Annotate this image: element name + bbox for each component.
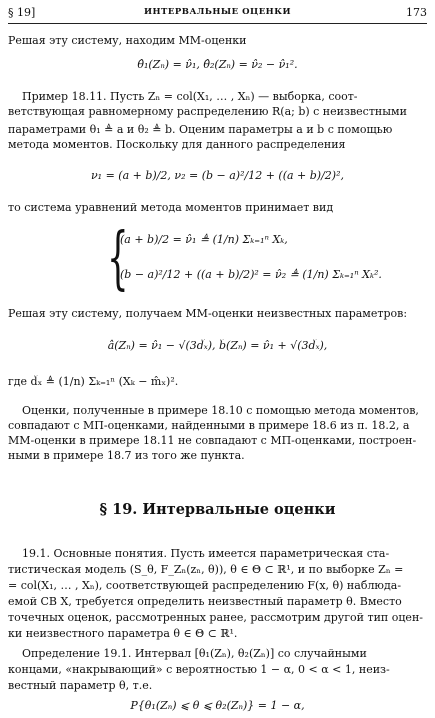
subsection-19-1-line: 19.1. Основные понятия. Пусть имеется параметрическая ста-	[22, 547, 390, 560]
text-line: где d̂ₓ ≜ (1/n) Σₖ₌₁ⁿ (Xₖ − m̂ₓ)².	[8, 375, 179, 388]
example-18-11-line: Пример 18.11. Пусть Zₙ = col(X₁, … , Xₙ) — выборка, соот-	[22, 90, 358, 103]
text-line: параметрами θ₁ ≜ a и θ₂ ≜ b. Оценим параметры a и b с помощью	[8, 123, 393, 136]
text-line: то система уравнений метода моментов принимает вид	[8, 201, 334, 214]
running-header	[8, 3, 427, 23]
text-line: = col(X₁, … , Xₙ), соответствующей распределению F(x, θ) наблюда-	[8, 579, 402, 592]
header-title: ИНТЕРВАЛЬНЫЕ ОЦЕНКИ	[144, 7, 291, 17]
text-line: Решая эту систему, получаем ММ-оценки неизвестных параметров:	[8, 307, 408, 320]
text-line: ными в примере 18.7 из того же пункта.	[8, 449, 245, 462]
text-line: емой СВ X, требуется определить неизвестный параметр θ. Вместо	[8, 595, 402, 608]
equation-ab-estimates: â(Zₙ) = ν̂₁ − √(3d̂ₓ), b̂(Zₙ) = ν̂₁ + √(3d̂ₓ),	[107, 339, 328, 352]
text-line: метода моментов. Поскольку для данного распределения	[8, 138, 346, 151]
page-number: 173	[406, 6, 427, 19]
text-line: концами, «накрывающий» с вероятностью 1 − α, 0 < α < 1, неиз-	[8, 663, 390, 676]
text-line: Оценки, полученные в примере 18.10 с помощью метода моментов,	[22, 404, 419, 417]
text-line: тистическая модель (S_θ, F_Zₙ(zₙ, θ)), θ ∈ Θ ⊂ ℝ¹, и по выборке Zₙ =	[8, 563, 404, 576]
system-equation-2: (b − a)²/12 + ((a + b)/2)² = ν̂₂ ≜ (1/n) Σₖ₌₁ⁿ Xₖ².	[120, 268, 382, 281]
header-rule	[8, 23, 427, 24]
equation-moments: ν₁ = (a + b)/2, ν₂ = (b − a)²/12 + ((a + b)/2)²,	[90, 169, 344, 182]
equation-confidence: P{θ₁(Zₙ) ⩽ θ ⩽ θ₂(Zₙ)} = 1 − α,	[130, 699, 305, 712]
text-line: ветствующая равномерному распределению R(a; b) с неизвестными	[8, 105, 407, 118]
text-line: вестный параметр θ, т.е.	[8, 679, 153, 692]
text-line: совпадают с МП-оценками, найденными в примере 18.6 из п. 18.2, а	[8, 419, 410, 432]
definition-19-1-line: Определение 19.1. Интервал [θ₁(Zₙ), θ₂(Zₙ)] со случайными	[22, 647, 367, 660]
text-line: Решая эту систему, находим ММ-оценки	[8, 34, 247, 47]
section-heading: § 19. Интервальные оценки	[99, 501, 336, 518]
system-equation-1: (a + b)/2 = ν̂₁ ≜ (1/n) Σₖ₌₁ⁿ Xₖ,	[120, 233, 288, 246]
text-line: точечных оценок, рассмотренных ранее, рассмотрим другой тип оцен-	[8, 611, 423, 624]
system-brace: {	[107, 219, 129, 298]
equation-mm-estimates: θ̂₁(Zₙ) = ν̂₁, θ̂₂(Zₙ) = ν̂₂ − ν̂₁².	[137, 58, 298, 71]
header-section: § 19]	[8, 6, 36, 19]
text-line: ки неизвестного параметра θ ∈ Θ ⊂ ℝ¹.	[8, 627, 238, 640]
text-line: ММ-оценки в примере 18.11 не совпадают с МП-оценками, построен-	[8, 434, 417, 447]
